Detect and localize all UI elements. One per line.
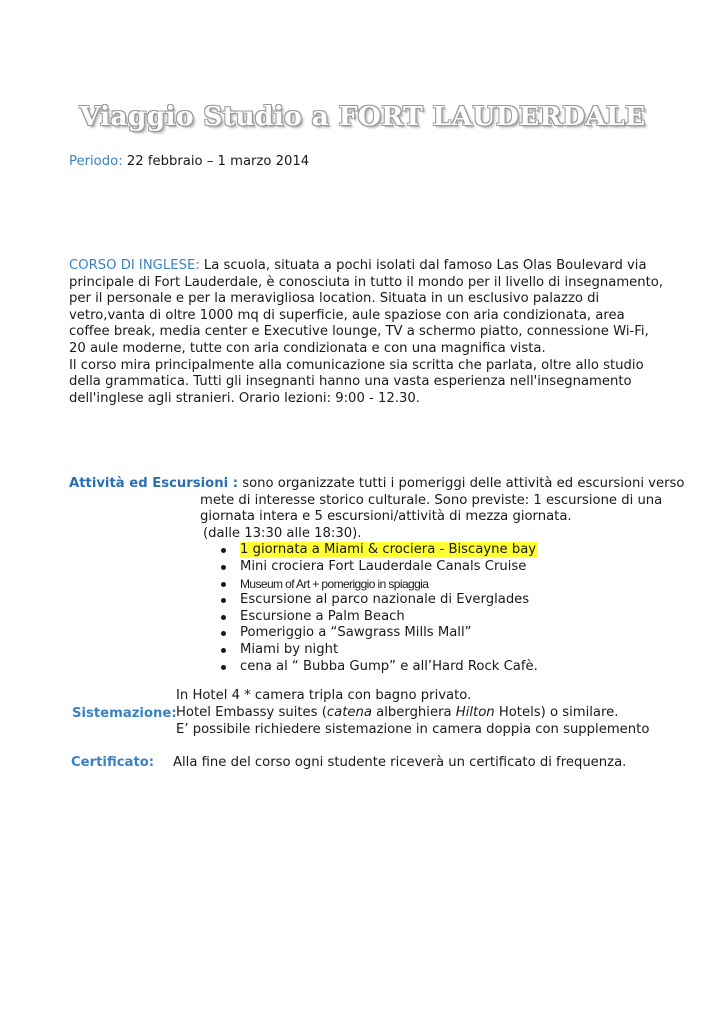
list-item [219, 609, 538, 626]
sistemazione-text-c: alberghiera [371, 705, 456, 720]
corso-line-6: 20 aule moderne, tutte con aria condizionata e con una magnifica vista. [69, 340, 546, 356]
attivita-line-2: mete di interesse storico culturale. Sono previste: 1 escursione di una [200, 492, 663, 508]
periodo-label: Periodo: [69, 154, 123, 169]
sistemazione-line-3: E’ possibile richiedere sistemazione in camera doppia con supplemento [176, 721, 650, 737]
corso-paragraph [69, 258, 663, 407]
sistemazione-text-e: Hotels) o similare. [494, 705, 619, 720]
corso-line-1 [69, 258, 663, 275]
item-text: Miami by night [240, 641, 339, 657]
corso-line-2: principale di Fort Lauderdale, è conosciuta in tutto il mondo per il livello di insegnamento, [69, 274, 664, 290]
certificato-label: Certificato: [71, 755, 155, 770]
corso-text-1: La scuola, situata a pochi isolati dal famoso Las Olas Boulevard via [199, 258, 647, 273]
list-item [219, 642, 538, 659]
attivita-label: Attività ed Escursioni [69, 476, 229, 491]
list-item [219, 625, 538, 642]
attivita-first-line: sono organizzate tutti i pomeriggi delle attività ed escursioni verso [238, 476, 685, 491]
attivita-separator: : [228, 476, 239, 491]
item-text: Escursione a Palm Beach [240, 608, 405, 624]
attivita-heading-line [69, 476, 684, 493]
item-text: Pomeriggio a “Sawgrass Mills Mall” [240, 625, 472, 641]
highlighted-item-text: 1 giornata a Miami & crociera - Biscayne bay [240, 542, 537, 558]
sistemazione-line-2 [176, 705, 618, 722]
corso-line-7: Il corso mira principalmente alla comunicazione sia scritta che parlata, oltre allo studio [69, 357, 644, 373]
list-item [219, 542, 538, 559]
corso-label: CORSO DI INGLESE: [69, 258, 200, 273]
sistemazione-text-catena: catena [326, 705, 372, 720]
attivita-line-4: (dalle 13:30 alle 18:30). [203, 525, 362, 541]
sistemazione-text-hilton: Hilton [455, 705, 495, 720]
item-text: Museum of Art + pomeriggio in spiaggia [240, 576, 429, 591]
page-title: Viaggio Studio a FORT LAUDERDALE [79, 101, 646, 132]
item-text: cena al “ Bubba Gump” e all’Hard Rock Cafè. [240, 658, 538, 674]
list-item [219, 592, 538, 609]
corso-line-3: per il personale e per la meravigliosa location. Situata in un esclusivo palazzo di [69, 291, 600, 307]
list-item [219, 659, 538, 676]
corso-line-5: coffee break, media center e Executive lounge, TV a schermo piatto, connessione Wi-Fi, [69, 324, 649, 340]
list-item [219, 576, 538, 593]
corso-line-9: dell'inglese agli stranieri. Orario lezioni: 9:00 - 12.30. [69, 390, 420, 406]
sistemazione-label: Sistemazione: [72, 706, 177, 721]
item-text: Escursione al parco nazionale di Everglades [240, 592, 530, 608]
sistemazione-text-a: Hotel Embassy suites ( [176, 705, 327, 720]
sistemazione-line-1: In Hotel 4 * camera tripla con bagno privato. [176, 688, 472, 703]
periodo-line [69, 154, 309, 171]
corso-line-4: vetro,vanta di oltre 1000 mq di superficie, aule spaziose con aria condizionata, area [69, 307, 625, 323]
periodo-value: 22 febbraio – 1 marzo 2014 [126, 154, 310, 169]
attivita-line-3: giornata intera e 5 escursioni/attività di mezza giornata. [200, 509, 572, 525]
certificato-text: Alla fine del corso ogni studente riceverà un certificato di frequenza. [173, 755, 627, 770]
corso-line-8: della grammatica. Tutti gli insegnanti hanno una vasta esperienza nell'insegnamento [69, 374, 632, 390]
escursioni-list [219, 542, 538, 675]
list-item [219, 559, 538, 576]
item-text: Mini crociera Fort Lauderdale Canals Cruise [240, 558, 527, 574]
